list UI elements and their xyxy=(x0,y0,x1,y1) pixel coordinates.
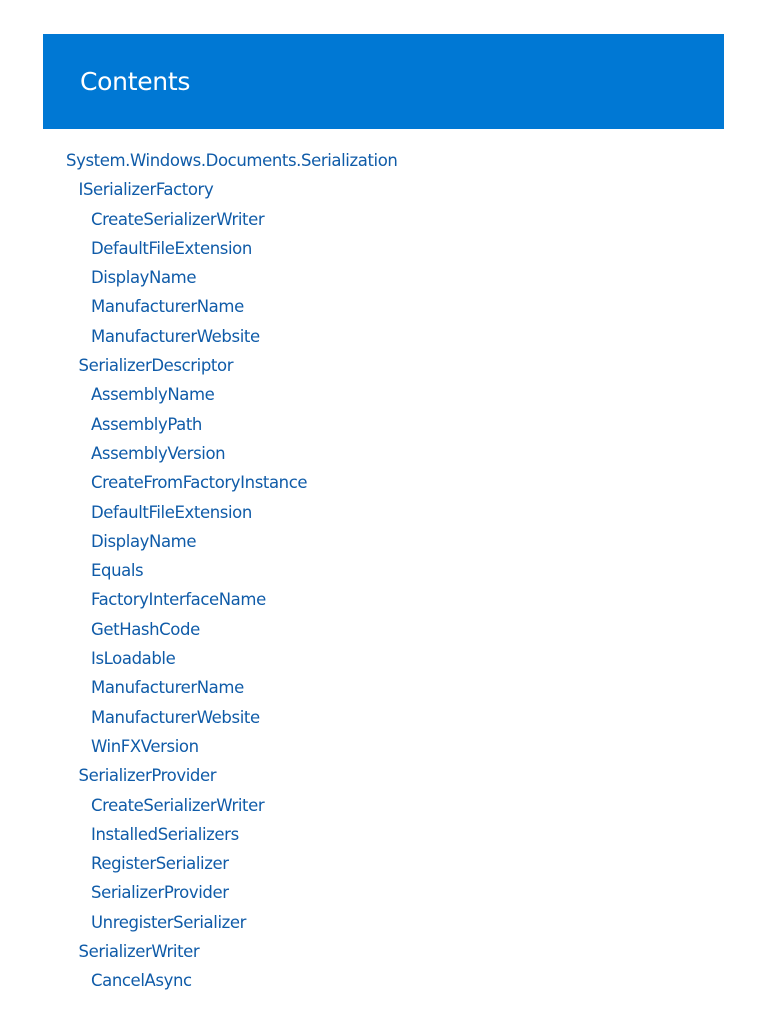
toc-link[interactable]: DisplayName xyxy=(91,531,197,551)
toc-link[interactable]: GetHashCode xyxy=(91,619,200,639)
toc-link[interactable]: DefaultFileExtension xyxy=(91,502,252,522)
toc-link[interactable]: Equals xyxy=(91,561,144,581)
toc-link[interactable]: WinFXVersion xyxy=(91,736,199,756)
toc-link[interactable]: ManufacturerName xyxy=(91,678,244,698)
toc-link[interactable]: CreateSerializerWriter xyxy=(91,795,265,815)
contents-header xyxy=(43,34,724,129)
toc-link[interactable]: AssemblyName xyxy=(91,385,215,405)
toc-link[interactable]: CancelAsync xyxy=(91,971,192,991)
toc-link[interactable]: CreateFromFactoryInstance xyxy=(91,473,308,493)
toc-link[interactable]: SerializerProvider xyxy=(91,883,229,903)
toc-link[interactable]: ManufacturerWebsite xyxy=(91,326,260,346)
toc-link[interactable]: System.Windows.Documents.Serialization xyxy=(66,151,398,170)
toc-link[interactable]: SerializerProvider xyxy=(78,766,217,786)
toc-link[interactable]: RegisterSerializer xyxy=(91,854,229,874)
toc-link[interactable]: CreateSerializerWriter xyxy=(91,209,265,229)
table-of-contents xyxy=(66,146,397,996)
toc-link[interactable]: ManufacturerWebsite xyxy=(91,707,260,727)
toc-link[interactable]: ManufacturerName xyxy=(91,297,244,317)
toc-link[interactable]: SerializerWriter xyxy=(78,942,200,962)
toc-link[interactable]: AssemblyPath xyxy=(91,414,202,434)
page-title: Contents xyxy=(80,67,191,96)
toc-link[interactable]: ISerializerFactory xyxy=(78,180,214,200)
toc-link[interactable]: SerializerDescriptor xyxy=(78,356,234,376)
toc-link[interactable]: DisplayName xyxy=(91,268,197,288)
toc-link[interactable]: IsLoadable xyxy=(91,649,176,669)
toc-link[interactable]: DefaultFileExtension xyxy=(91,238,252,258)
toc-link[interactable]: UnregisterSerializer xyxy=(91,912,247,932)
toc-link[interactable]: InstalledSerializers xyxy=(91,824,239,844)
toc-link[interactable]: FactoryInterfaceName xyxy=(91,590,266,610)
toc-link[interactable]: AssemblyVersion xyxy=(91,443,226,463)
